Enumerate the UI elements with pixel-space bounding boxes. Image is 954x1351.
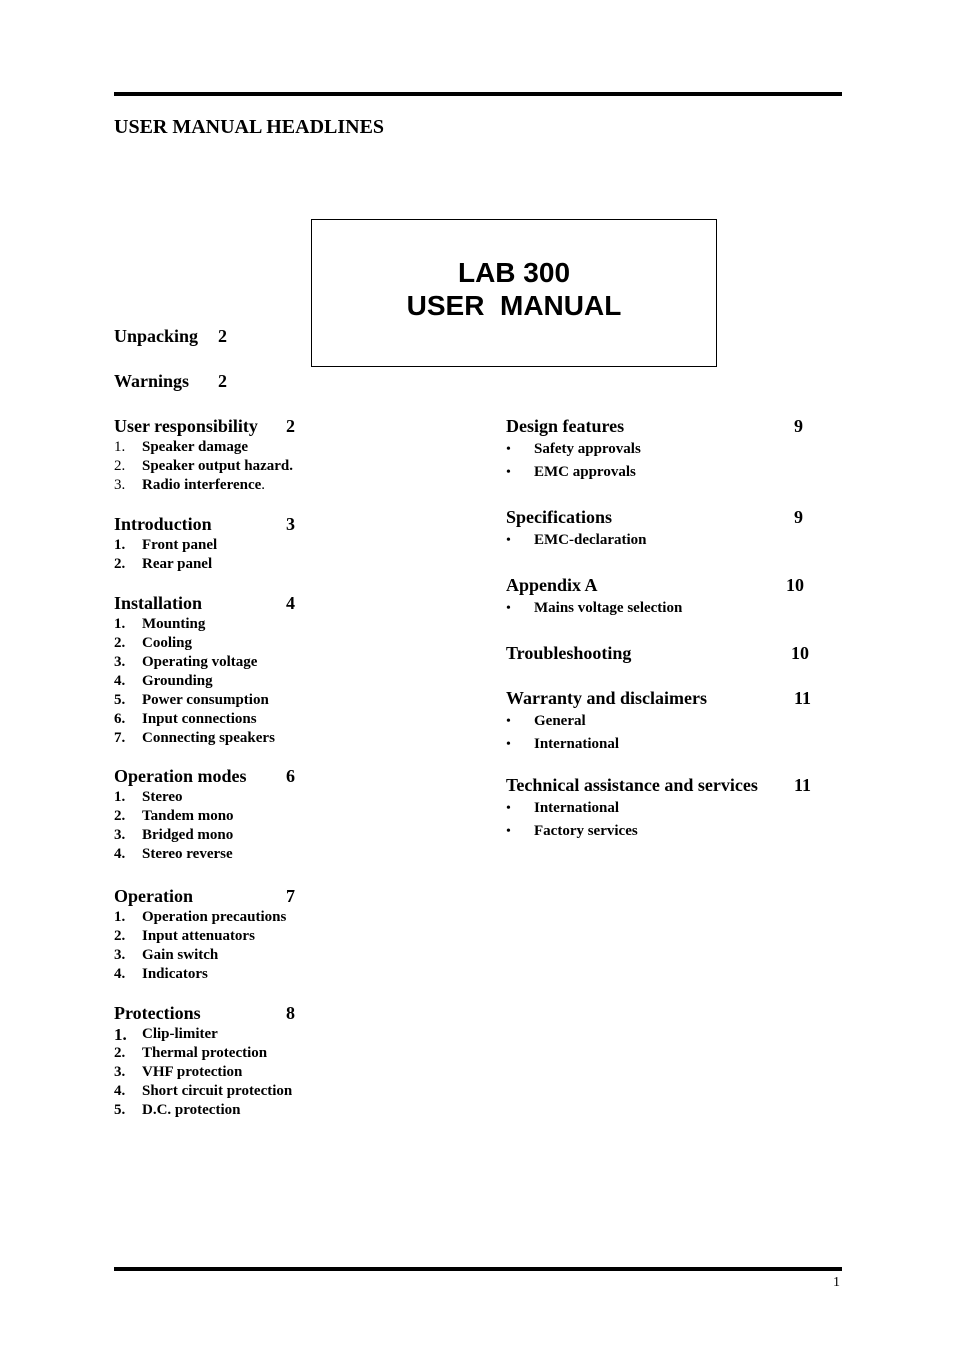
section-page-number: 9 [794, 507, 803, 527]
item-text: Grounding [142, 673, 213, 689]
list-item [114, 1025, 334, 1044]
section-title-text: Design features [506, 416, 625, 436]
item-number: 3. [114, 947, 126, 963]
section-title-text: Operation modes [114, 766, 247, 786]
item-text: Safety approvals [534, 441, 641, 457]
item-text: Clip-limiter [142, 1026, 218, 1042]
list-item [114, 1063, 334, 1082]
section-title-text: Technical assistance and services [506, 775, 758, 795]
list-item [114, 457, 334, 476]
section-items [506, 797, 826, 843]
section-page-number: 6 [286, 766, 295, 786]
section-items [114, 438, 334, 495]
section-title [114, 1001, 334, 1025]
item-number: 4. [114, 966, 126, 982]
item-number: 2. [114, 458, 126, 474]
item-text: Thermal protection [142, 1045, 268, 1061]
section-page-number: 11 [794, 775, 812, 795]
list-item [506, 597, 826, 620]
list-item [114, 729, 334, 748]
item-text: Mains voltage selection [534, 600, 683, 616]
section-title [114, 369, 314, 393]
toc-section-introduction [114, 512, 334, 574]
list-item [506, 710, 826, 733]
bullet-icon: • [506, 533, 511, 548]
toc-section-warnings [114, 369, 314, 393]
item-text: EMC approvals [534, 464, 636, 480]
item-text: Stereo reverse [142, 846, 233, 862]
section-title [114, 414, 334, 438]
section-title [114, 764, 334, 788]
toc-section-technical-assistance [506, 773, 826, 843]
section-items [506, 710, 826, 756]
toc-section-design-features [506, 414, 826, 484]
item-number: 1. [114, 537, 126, 553]
list-item [114, 946, 334, 965]
section-title-text: Warranty and disclaimers [506, 688, 707, 708]
bullet-icon: • [506, 601, 511, 616]
section-title [114, 324, 314, 348]
item-number: 1. [114, 1025, 127, 1044]
item-text: International [534, 736, 620, 752]
section-items [506, 597, 826, 620]
page-number: 1 [833, 1275, 840, 1290]
section-title [506, 573, 826, 597]
item-text [142, 438, 248, 457]
item-text: Gain switch [142, 947, 219, 963]
item-label: Radio interference [142, 477, 262, 493]
bottom-rule [114, 1267, 842, 1271]
item-text: Bridged mono [142, 827, 234, 843]
section-items [506, 529, 826, 552]
section-page-number: 7 [286, 886, 295, 906]
item-text: Front panel [142, 537, 218, 553]
item-number: 3. [114, 654, 126, 670]
section-title-text: Operation [114, 886, 193, 906]
list-item [114, 710, 334, 729]
list-item [506, 529, 826, 552]
list-item [114, 691, 334, 710]
section-page-number: 2 [218, 371, 227, 391]
item-number: 4. [114, 846, 126, 862]
item-label: Speaker output hazard. [142, 458, 293, 474]
list-item [114, 555, 334, 574]
item-number: 4. [114, 1083, 126, 1099]
list-item [114, 653, 334, 672]
item-text: Mounting [142, 616, 206, 632]
title-box [311, 219, 717, 367]
bullet-icon: • [506, 442, 511, 457]
item-text: Factory services [534, 823, 638, 839]
list-item [114, 1082, 334, 1101]
item-text [142, 476, 265, 495]
list-item [114, 1101, 334, 1120]
section-title [114, 884, 334, 908]
item-text [142, 457, 293, 476]
section-items [114, 615, 334, 748]
item-number: 3. [114, 1064, 126, 1080]
section-title-text: Unpacking [114, 326, 199, 346]
section-title-text: Appendix A [506, 575, 598, 595]
list-item [114, 615, 334, 634]
list-item [506, 820, 826, 843]
section-page-number: 4 [286, 593, 295, 613]
item-text: Indicators [142, 966, 208, 982]
list-item [114, 908, 334, 927]
toc-section-unpacking [114, 324, 314, 348]
toc-section-operation-modes [114, 764, 334, 864]
section-page-number: 9 [794, 416, 803, 436]
item-text: Input connections [142, 711, 257, 727]
list-item [506, 797, 826, 820]
section-title-text: Protections [114, 1003, 201, 1023]
toc-section-user-responsibility [114, 414, 334, 495]
section-page-number: 8 [286, 1003, 295, 1023]
item-text: D.C. protection [142, 1102, 241, 1118]
section-items [114, 536, 334, 574]
list-item [114, 1044, 334, 1063]
section-title [114, 512, 334, 536]
section-items [114, 788, 334, 864]
item-text: Cooling [142, 635, 193, 651]
item-text: Connecting speakers [142, 730, 275, 746]
list-item [114, 476, 334, 495]
section-page-number: 10 [786, 575, 804, 595]
item-number: 2. [114, 808, 126, 824]
item-text: International [534, 800, 620, 816]
list-item [506, 733, 826, 756]
section-title-text: Installation [114, 593, 203, 613]
section-page-number: 11 [794, 688, 812, 708]
toc-section-protections [114, 1001, 334, 1120]
section-title-text: Specifications [506, 507, 612, 527]
section-items [114, 908, 334, 984]
bullet-icon: • [506, 801, 511, 816]
bullet-icon: • [506, 714, 511, 729]
list-item [114, 826, 334, 845]
item-number: 5. [114, 692, 126, 708]
item-text: Power consumption [142, 692, 269, 708]
item-label: Speaker damage [142, 439, 248, 455]
item-text: Tandem mono [142, 808, 234, 824]
list-item [114, 536, 334, 555]
item-text: Operation precautions [142, 909, 287, 925]
item-text: General [534, 713, 586, 729]
section-page-number: 3 [286, 514, 295, 534]
item-text: Rear panel [142, 556, 213, 572]
item-number: 2. [114, 928, 126, 944]
section-page-number: 2 [218, 326, 227, 346]
list-item [114, 965, 334, 984]
item-number: 5. [114, 1102, 126, 1118]
section-title-text: User responsibility [114, 416, 258, 436]
item-number: 1. [114, 789, 126, 805]
section-items [114, 1025, 334, 1120]
section-title [506, 414, 826, 438]
section-items [506, 438, 826, 484]
list-item [506, 438, 826, 461]
item-number: 3. [114, 477, 126, 493]
list-item [114, 788, 334, 807]
section-title [506, 686, 826, 710]
list-item [114, 438, 334, 457]
title-line-1: LAB 300 [457, 257, 571, 288]
item-trailing-punctuation: . [261, 477, 266, 493]
item-text: EMC-declaration [534, 532, 647, 548]
section-title-text: Troubleshooting [506, 643, 632, 663]
section-title-text: Introduction [114, 514, 212, 534]
item-text: Input attenuators [142, 928, 255, 944]
item-text: Short circuit protection [142, 1083, 293, 1099]
section-title [506, 773, 826, 797]
item-number: 6. [114, 711, 126, 727]
section-title-text: Warnings [114, 371, 190, 391]
item-number: 2. [114, 556, 126, 572]
item-text: VHF protection [142, 1064, 243, 1080]
item-number: 1. [114, 439, 126, 455]
item-number: 4. [114, 673, 126, 689]
top-rule [114, 92, 842, 96]
list-item [114, 845, 334, 864]
toc-section-troubleshooting [506, 641, 826, 665]
list-item [506, 461, 826, 484]
list-item [114, 927, 334, 946]
item-number: 1. [114, 616, 126, 632]
list-item [114, 634, 334, 653]
section-title [506, 641, 826, 665]
section-page-number: 2 [286, 416, 295, 436]
item-number: 7. [114, 730, 126, 746]
toc-section-appendix-a [506, 573, 826, 620]
item-number: 2. [114, 635, 126, 651]
list-item [114, 807, 334, 826]
section-page-number: 10 [791, 643, 809, 663]
item-text: Operating voltage [142, 654, 258, 670]
title-line-2: USER MANUAL [406, 290, 622, 321]
bullet-icon: • [506, 465, 511, 480]
toc-section-warranty [506, 686, 826, 756]
bullet-icon: • [506, 737, 511, 752]
list-item [114, 672, 334, 691]
bullet-icon: • [506, 824, 511, 839]
item-number: 3. [114, 827, 126, 843]
section-title [114, 591, 334, 615]
page-headline: USER MANUAL HEADLINES [114, 116, 385, 138]
toc-section-specifications [506, 505, 826, 552]
item-number: 1. [114, 909, 126, 925]
toc-section-operation [114, 884, 334, 984]
toc-section-installation [114, 591, 334, 748]
item-text: Stereo [142, 789, 183, 805]
section-title [506, 505, 826, 529]
item-number: 2. [114, 1045, 126, 1061]
